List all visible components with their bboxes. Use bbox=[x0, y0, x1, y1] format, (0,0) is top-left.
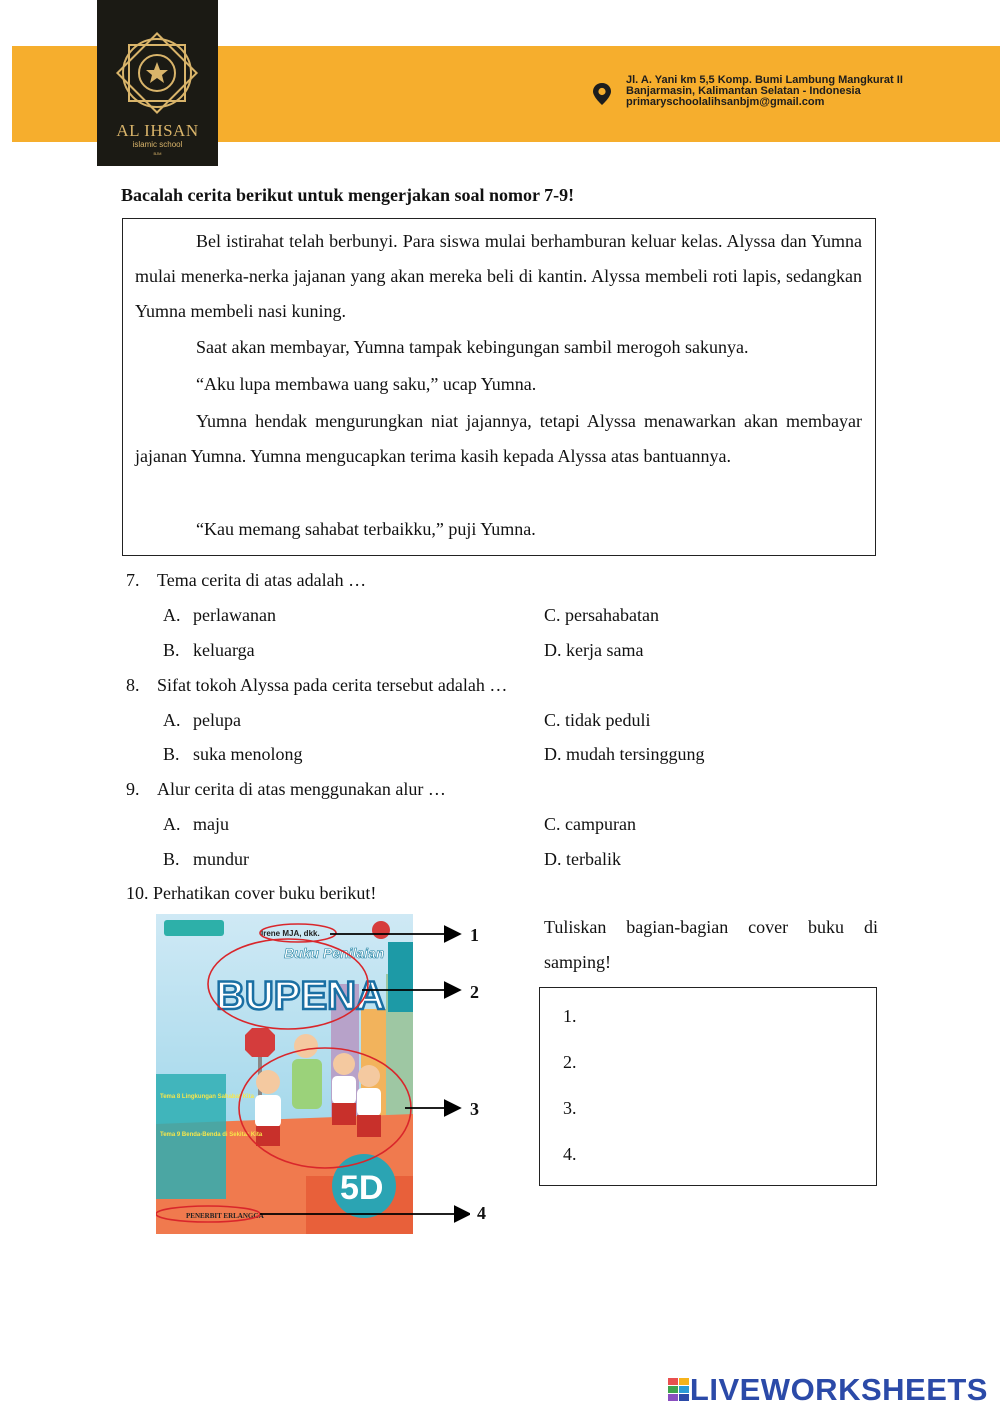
option-9a[interactable] bbox=[163, 814, 229, 835]
cover-title: BUPENA bbox=[216, 974, 385, 1018]
address-line: Jl. A. Yani km 5,5 Komp. Bumi Lambung Mangkurat II bbox=[626, 74, 903, 86]
address-line: Banjarmasin, Kalimantan Selatan - Indonesia bbox=[626, 85, 861, 97]
option-letter: D. bbox=[544, 744, 562, 764]
option-text: mudah tersinggung bbox=[566, 744, 705, 764]
school-name: AL IHSAN bbox=[116, 121, 199, 140]
logo-emblem-icon bbox=[105, 28, 210, 118]
option-text: kerja sama bbox=[566, 640, 644, 660]
option-7c[interactable] bbox=[544, 605, 659, 626]
option-letter: B. bbox=[163, 640, 180, 660]
option-9b[interactable] bbox=[163, 849, 249, 870]
option-letter: A. bbox=[163, 710, 181, 730]
option-7b[interactable] bbox=[163, 640, 255, 661]
school-address bbox=[626, 75, 903, 108]
option-letter: D. bbox=[544, 640, 562, 660]
answer-line-2[interactable]: 2. bbox=[563, 1052, 577, 1072]
instruction: Bacalah cerita berikut untuk mengerjakan soal nomor 7-9! bbox=[121, 185, 575, 205]
school-city: BJM bbox=[153, 151, 162, 156]
task-text: Tuliskan bagian-bagian cover buku di samping! bbox=[544, 917, 878, 972]
email-line: primaryschoolalihsanbjm@gmail.com bbox=[626, 96, 825, 108]
answer-line-4[interactable]: 4. bbox=[563, 1144, 577, 1164]
option-letter: C. bbox=[544, 814, 561, 834]
story-paragraph: Bel istirahat telah berbunyi. Para siswa mulai berhamburan keluar kelas. Alyssa dan Yumna mulai menerka-nerka jajanan yang akan mereka beli di kantin. Alyssa membeli roti lapis, sedangkan Yumna membeli nasi kuning. bbox=[135, 231, 862, 321]
option-letter: D. bbox=[544, 849, 562, 869]
option-text: maju bbox=[193, 814, 229, 834]
question-10 bbox=[126, 883, 376, 904]
option-text: suka menolong bbox=[193, 744, 303, 764]
question-number: 9. bbox=[126, 779, 140, 799]
option-8a[interactable] bbox=[163, 710, 241, 731]
question-text: Sifat tokoh Alyssa pada cerita tersebut adalah … bbox=[157, 675, 508, 695]
option-text: pelupa bbox=[193, 710, 241, 730]
option-9d[interactable] bbox=[544, 849, 621, 870]
cover-author: Irene MJA, dkk. bbox=[261, 929, 320, 938]
option-letter: B. bbox=[163, 849, 180, 869]
callout-number: 2 bbox=[470, 982, 479, 1002]
question-9 bbox=[126, 779, 446, 800]
option-text: perlawanan bbox=[193, 605, 276, 625]
cover-topic-1: Tema 8 Lingkungan Sahabat Kita bbox=[160, 1094, 254, 1100]
question-number: 7. bbox=[126, 570, 140, 590]
question-text: Perhatikan cover buku berikut! bbox=[153, 883, 377, 903]
location-pin-icon bbox=[592, 82, 612, 106]
liveworksheets-icon bbox=[668, 1378, 690, 1402]
answer-line-3[interactable]: 3. bbox=[563, 1098, 577, 1118]
question-7 bbox=[126, 570, 366, 591]
option-letter: A. bbox=[163, 605, 181, 625]
answer-line-1[interactable]: 1. bbox=[563, 1006, 577, 1026]
option-text: campuran bbox=[565, 814, 636, 834]
option-text: tidak peduli bbox=[565, 710, 651, 730]
callout-arrows bbox=[250, 920, 470, 1230]
option-letter: A. bbox=[163, 814, 181, 834]
cover-topic-2: Tema 9 Benda-Benda di Sekitar Kita bbox=[160, 1132, 263, 1138]
story-paragraph: “Kau memang sahabat terbaikku,” puji Yumna. bbox=[196, 519, 536, 539]
callout-number: 1 bbox=[470, 925, 479, 945]
option-letter: C. bbox=[544, 710, 561, 730]
story-paragraph: Saat akan membayar, Yumna tampak kebingungan sambil merogoh sakunya. bbox=[196, 337, 749, 357]
question-8 bbox=[126, 675, 507, 696]
story-paragraph: “Aku lupa membawa uang saku,” ucap Yumna. bbox=[196, 374, 537, 394]
cover-publisher: PENERBIT ERLANGGA bbox=[186, 1212, 264, 1220]
option-7a[interactable] bbox=[163, 605, 276, 626]
option-text: keluarga bbox=[193, 640, 255, 660]
question-number: 10. bbox=[126, 883, 149, 903]
cover-badge: 5D bbox=[340, 1169, 384, 1207]
option-letter: B. bbox=[163, 744, 180, 764]
callout-number: 3 bbox=[470, 1099, 479, 1119]
option-9c[interactable] bbox=[544, 814, 636, 835]
option-8d[interactable] bbox=[544, 744, 704, 765]
option-7d[interactable] bbox=[544, 640, 643, 661]
option-8b[interactable] bbox=[163, 744, 303, 765]
school-logo bbox=[97, 0, 218, 166]
answer-box[interactable] bbox=[539, 987, 877, 1186]
question-number: 8. bbox=[126, 675, 140, 695]
option-8c[interactable] bbox=[544, 710, 651, 731]
question-text: Tema cerita di atas adalah … bbox=[157, 570, 367, 590]
liveworksheets-logo bbox=[668, 1372, 988, 1408]
liveworksheets-text: LIVEWORKSHEETS bbox=[689, 1372, 988, 1407]
school-subtitle: islamic school bbox=[132, 140, 183, 149]
cover-series: Buku Penilaian bbox=[284, 945, 385, 961]
option-text: mundur bbox=[193, 849, 249, 869]
option-letter: C. bbox=[544, 605, 561, 625]
callout-number: 4 bbox=[477, 1203, 486, 1223]
question-text: Alur cerita di atas menggunakan alur … bbox=[157, 779, 446, 799]
option-text: terbalik bbox=[566, 849, 621, 869]
story-paragraph: Yumna hendak mengurungkan niat jajannya, tetapi Alyssa menawarkan akan membayar jajanan Yumna. Yumna mengucapkan terima kasih kepada Alyssa atas bantuannya. bbox=[135, 411, 862, 466]
option-text: persahabatan bbox=[565, 605, 659, 625]
